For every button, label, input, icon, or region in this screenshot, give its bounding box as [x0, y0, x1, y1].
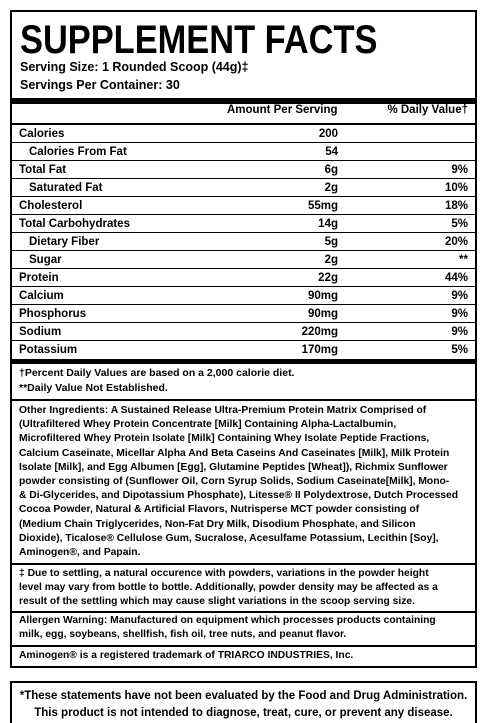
nutrient-dv: 9%	[451, 308, 468, 320]
header-daily-value: % Daily Value†	[387, 104, 468, 116]
serving-size: Serving Size: 1 Rounded Scoop (44g)‡	[20, 60, 249, 74]
nutrient-amount: 22g	[318, 272, 338, 284]
nutrient-amount: 5g	[324, 236, 338, 248]
nutrient-name: Potassium	[19, 344, 78, 356]
settling-line: result of the settling which may cause slight variations in the scoop serving size.	[19, 596, 415, 608]
nutrient-dv: 18%	[444, 200, 468, 212]
nutrient-dv: 9%	[451, 326, 468, 338]
table-row	[12, 269, 475, 287]
nutrient-amount: 90mg	[307, 290, 338, 302]
settling-line: level may vary from bottle to bottle. Additionally, powder density may be affected as a	[19, 582, 438, 594]
nutrient-name: Cholesterol	[19, 200, 83, 212]
nutrient-amount: 2g	[324, 254, 338, 266]
table-row	[12, 323, 475, 341]
allergen-line: milk, egg, soybeans, shellfish, fish oil, tree nuts, and peanut flavor.	[19, 629, 347, 641]
settling-note	[19, 567, 471, 610]
nutrient-name: Dietary Fiber	[29, 236, 100, 248]
allergen-warning	[19, 614, 471, 642]
trademark-note: Aminogen® is a registered trademark of TRIARCO INDUSTRIES, Inc.	[19, 650, 354, 661]
nutrient-name: Total Carbohydrates	[19, 218, 130, 230]
nutrient-amount: 6g	[324, 164, 338, 176]
nutrient-amount: 90mg	[307, 308, 338, 320]
nutrient-name: Saturated Fat	[29, 182, 103, 194]
nutrient-amount: 200	[318, 128, 338, 140]
ingredients-line: Microfiltered Whey Protein Isolate [Milk] Containing Whey Isolate Peptide Fractions,	[19, 433, 430, 445]
ingredients-line: Other Ingredients: A Sustained Release Ultra-Premium Protein Matrix Comprised of	[19, 405, 427, 416]
table-row	[12, 341, 475, 359]
disclaimer-line: *These statements have not been evaluated by the Food and Drug Administration.	[19, 690, 468, 702]
ingredients-line: Dioxide), Ticalose® Cellulose Gum, Sucralose, Acesulfame Potassium, Lecithin [Soy],	[19, 532, 439, 544]
nutrient-dv: 10%	[444, 182, 468, 194]
panel-title: SUPPLEMENT FACTS	[20, 18, 378, 62]
ingredients-line: (Ultrafiltered Whey Protein Concentrate [Milk] Containing Alpha-Lactalbumin,	[19, 419, 397, 431]
nutrient-dv: **	[459, 254, 468, 266]
table-row	[12, 287, 475, 305]
not-established-footnote: **Daily Value Not Established.	[19, 382, 168, 394]
other-ingredients	[19, 404, 471, 560]
nutrient-name: Protein	[19, 272, 59, 284]
table-row	[12, 305, 475, 323]
table-row	[12, 161, 475, 179]
nutrient-amount: 54	[325, 146, 338, 158]
nutrient-name: Calories From Fat	[29, 146, 127, 158]
table-row	[12, 179, 475, 197]
table-row	[12, 251, 475, 269]
nutrient-amount: 220mg	[301, 326, 338, 338]
nutrient-name: Sodium	[19, 326, 62, 338]
settling-line: ‡ Due to settling, a natural occurence with powders, variations in the powder height	[19, 568, 429, 579]
fda-disclaimer	[10, 681, 477, 723]
nutrient-name: Phosphorus	[19, 308, 87, 320]
ingredients-line: & Di-Glycerides, and Dipotassium Phosphate), Litesse® II Polydextrose, Dutch Processed	[19, 490, 459, 502]
ingredients-line: Aminogen®, and Papain.	[19, 547, 141, 559]
ingredients-line: Isolate [Milk], and Egg Albumen [Egg], Glutamine Peptides [Wheat]), Richmix Sunflower	[19, 461, 448, 473]
divider-3	[12, 611, 475, 613]
nutrient-dv: 44%	[444, 272, 468, 284]
nutrient-amount: 14g	[318, 218, 338, 230]
nutrient-name: Calories	[19, 128, 65, 140]
supplement-facts-panel	[10, 10, 477, 668]
nutrient-dv: 5%	[451, 218, 468, 230]
ingredients-line: Cocoa Powder, Natural & Artificial Flavors, Nutrisperse MCT powder consisting of	[19, 504, 420, 516]
ingredients-line: (Medium Chain Triglycerides, Non-Fat Dry Milk, Disodium Phosphate, and Silicon	[19, 518, 416, 530]
nutrient-name: Calcium	[19, 290, 64, 302]
nutrient-dv: 9%	[451, 164, 468, 176]
thick-rule-bottom	[12, 359, 475, 364]
table-row	[12, 233, 475, 251]
nutrient-name: Total Fat	[19, 164, 67, 176]
nutrient-dv: 5%	[451, 344, 468, 356]
table-row	[12, 197, 475, 215]
ingredients-line: powder consisting of (Sunflower Oil, Corn Syrup Solids, Sodium Caseinate[Milk], Mono-	[19, 476, 450, 488]
nutrient-dv: 20%	[444, 236, 468, 248]
table-row	[12, 125, 475, 143]
nutrient-dv: 9%	[451, 290, 468, 302]
disclaimer-line: This product is not intended to diagnose, treat, cure, or prevent any disease.	[34, 707, 453, 719]
nutrient-amount: 170mg	[301, 344, 338, 356]
divider-2	[12, 563, 475, 565]
daily-value-footnote: †Percent Daily Values are based on a 2,000 calorie diet.	[19, 367, 295, 379]
table-row	[12, 215, 475, 233]
divider-4	[12, 645, 475, 647]
nutrient-amount: 55mg	[307, 200, 338, 212]
nutrient-amount: 2g	[324, 182, 338, 194]
servings-per-container: Servings Per Container: 30	[20, 78, 180, 92]
nutrient-name: Sugar	[29, 254, 62, 266]
ingredients-line: Calcium Caseinate, Micellar Alpha And Beta Caseins And Caseinates [Milk], Milk Protein	[19, 447, 450, 459]
header-amount: Amount Per Serving	[227, 104, 338, 116]
allergen-line: Allergen Warning: Manufactured on equipment which processes products containing	[19, 615, 436, 626]
table-row	[12, 143, 475, 161]
divider-1	[12, 399, 475, 401]
